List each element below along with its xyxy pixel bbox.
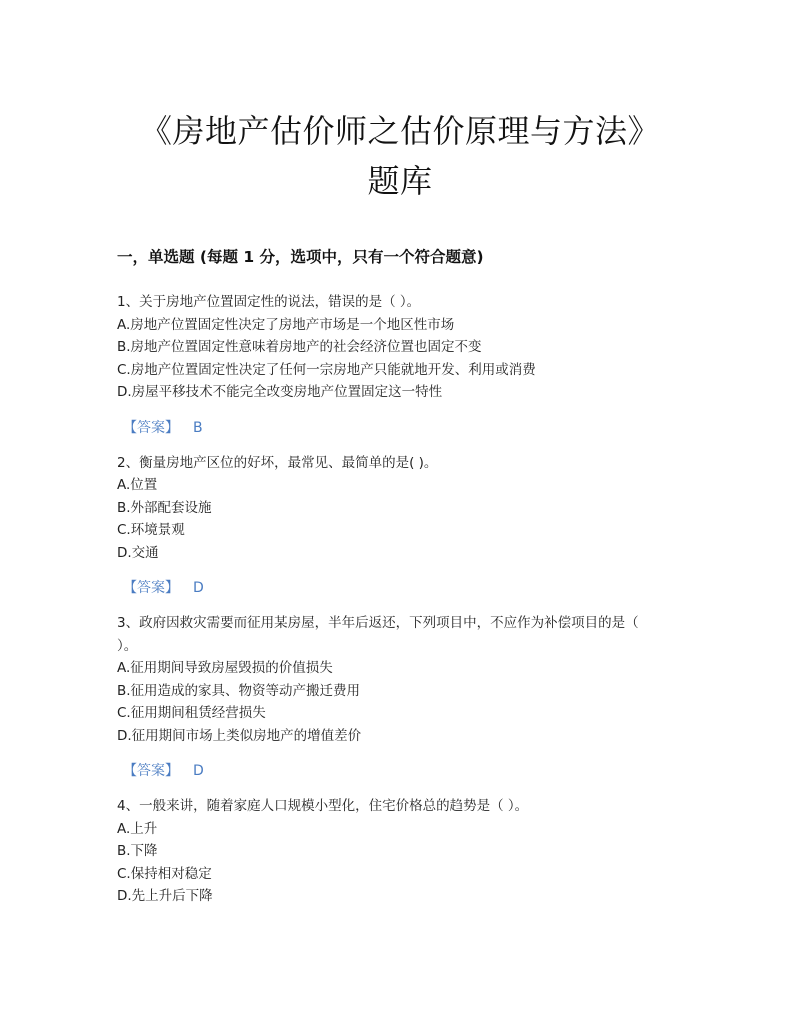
answer-value: D bbox=[193, 580, 204, 596]
option-a: A.房地产位置固定性决定了房地产市场是一个地区性市场 bbox=[117, 316, 455, 333]
option-d: D.房屋平移技术不能完全改变房地产位置固定这一特性 bbox=[117, 384, 443, 400]
question-list bbox=[117, 291, 697, 908]
answer-label: 【答案】 bbox=[123, 763, 179, 779]
answer-row bbox=[117, 417, 697, 439]
question-2 bbox=[117, 452, 697, 600]
option-b: B.外部配套设施 bbox=[117, 499, 212, 516]
option-c: C.环境景观 bbox=[117, 522, 185, 538]
option-d: D.交通 bbox=[117, 544, 159, 561]
question-1 bbox=[117, 291, 697, 439]
title-line-1: 《房地产估价师之估价原理与方法》 bbox=[139, 112, 660, 150]
answer-row bbox=[117, 577, 697, 599]
option-c: C.征用期间租赁经营损失 bbox=[117, 705, 266, 721]
option-a: A.位置 bbox=[117, 477, 158, 493]
option-c: C.房地产位置固定性决定了任何一宗房地产只能就地开发、利用或消费 bbox=[117, 361, 536, 378]
answer-label: 【答案】 bbox=[123, 580, 179, 596]
option-a: A.上升 bbox=[117, 820, 158, 837]
answer-value: D bbox=[193, 763, 204, 779]
question-4 bbox=[117, 795, 697, 908]
section-heading: 一，单选题 (每题 1 分，选项中，只有一个符合题意) bbox=[117, 248, 484, 266]
option-b: B.征用造成的家具、物资等动产搬迁费用 bbox=[117, 682, 361, 699]
question-stem-continued: ）。 bbox=[117, 637, 138, 654]
option-c: C.保持相对稳定 bbox=[117, 865, 212, 882]
question-3 bbox=[117, 612, 697, 782]
question-stem: 1、关于房地产位置固定性的说法，错误的是（ ）。 bbox=[117, 294, 421, 310]
option-d: D.先上升后下降 bbox=[117, 888, 213, 904]
answer-row bbox=[117, 760, 697, 782]
option-a: A.征用期间导致房屋毁损的价值损失 bbox=[117, 660, 333, 676]
document-title bbox=[0, 106, 800, 206]
question-stem: 4、一般来讲，随着家庭人口规模小型化，住宅价格总的趋势是（ ）。 bbox=[117, 798, 529, 814]
answer-value: B bbox=[193, 419, 203, 436]
question-stem: 2、衡量房地产区位的好坏，最常见、最简单的是( )。 bbox=[117, 454, 438, 471]
answer-label: 【答案】 bbox=[123, 419, 179, 436]
question-stem: 3、政府因救灾需要而征用某房屋，半年后返还，下列项目中，不应作为补偿项目的是（ bbox=[117, 615, 639, 631]
option-b: B.房地产位置固定性意味着房地产的社会经济位置也固定不变 bbox=[117, 339, 482, 355]
option-d: D.征用期间市场上类似房地产的增值差价 bbox=[117, 727, 362, 744]
option-b: B.下降 bbox=[117, 843, 158, 859]
title-line-2: 题库 bbox=[367, 162, 433, 200]
